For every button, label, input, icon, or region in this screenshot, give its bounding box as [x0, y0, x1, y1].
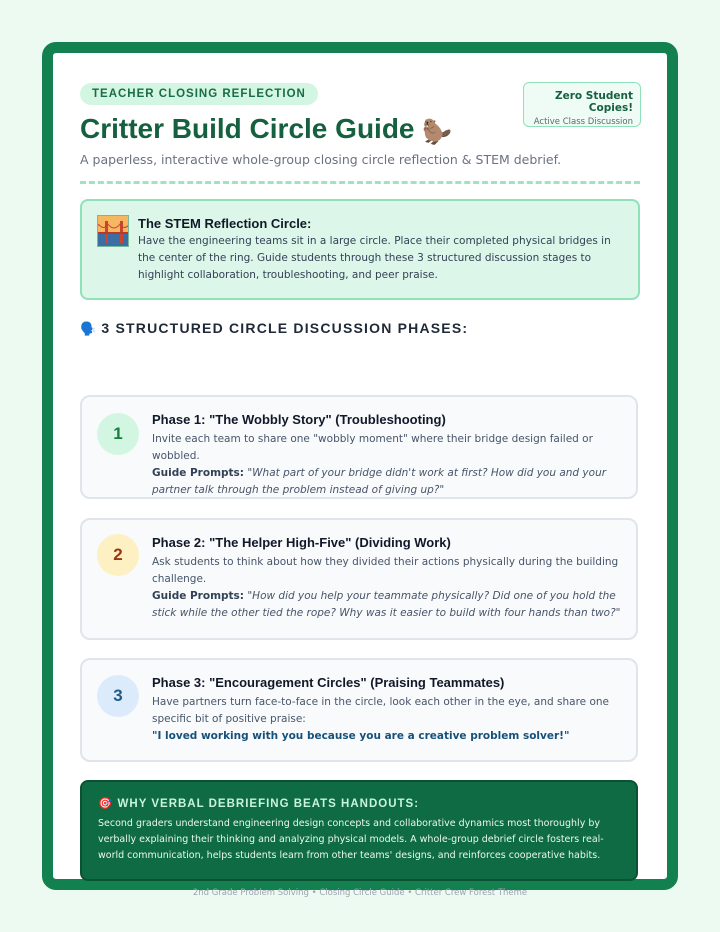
stem-title: The STEM Reflection Circle:	[138, 216, 312, 231]
prompt-text: "What part of your bridge didn't work at first? How did you and your partner talk through the problem instead of giving up?"	[152, 467, 607, 496]
phase-title-3: Phase 3: "Encouragement Circles" (Praising Teammates)	[152, 675, 505, 690]
phases-heading-text: 3 STRUCTURED CIRCLE DISCUSSION PHASES:	[101, 320, 469, 336]
phase-number-1: 1	[97, 413, 139, 455]
copies-callout	[523, 82, 641, 127]
page-content	[80, 82, 640, 898]
title-text: Critter Build Circle Guide	[80, 113, 415, 144]
phase-text-1: Invite each team to share one "wobbly moment" where their bridge design failed or wobbled.	[152, 433, 593, 462]
teacher-badge: TEACHER CLOSING REFLECTION	[80, 83, 318, 105]
prompt-label: Guide Prompts:	[152, 590, 244, 602]
phase-text-2: Ask students to think about how they divided their actions physically during the building challenge.	[152, 556, 619, 585]
stem-description: Have the engineering teams sit in a large circle. Place their completed physical bridges in the center of the ring. Guide students through these 3 structured discussion stages to highlight collaboration, troubleshooting, and peer praise.	[138, 235, 611, 281]
phase-title-2: Phase 2: "The Helper High-Five" (Dividing Work)	[152, 535, 451, 550]
golden-gate-bridge-icon	[97, 215, 129, 247]
copies-title: Zero Student Copies!	[555, 90, 633, 114]
copies-subtitle: Active Class Discussion	[533, 117, 633, 127]
phase-title-1: Phase 1: "The Wobbly Story" (Troubleshooting)	[152, 412, 446, 427]
prompt-text: "How did you help your teammate physically? Did one of you hold the stick while the other tied the rope? Why was it easier to build with four hands than two?"	[152, 590, 621, 619]
phase-number-3: 3	[97, 675, 139, 717]
praise-quote: "I loved working with you because you are a creative problem solver!"	[152, 730, 570, 742]
why-debrief-box	[80, 780, 638, 881]
why-title-text: WHY VERBAL DEBRIEFING BEATS HANDOUTS:	[117, 798, 420, 810]
phase-prompt-1	[152, 465, 624, 499]
page-subtitle: A paperless, interactive whole-group closing circle reflection & STEM debrief.	[80, 152, 562, 167]
phase-text-3: Have partners turn face-to-face in the circle, look each other in the eye, and share one specific bit of positive praise:	[152, 696, 609, 725]
beaver-icon: 🦫	[422, 119, 453, 146]
phases-heading	[80, 320, 640, 337]
prompt-label: Guide Prompts:	[152, 467, 244, 479]
why-description: Second graders understand engineering design concepts and collaborative dynamics most thoroughly by verbally explaining their thinking and analyzing physical models. A whole-group debrief circle fosters real-world communication, helps students learn from other teams' designs, and reinforces cooperative habits.	[98, 818, 604, 861]
phase-card-2	[80, 518, 638, 640]
target-icon: 🎯	[98, 798, 114, 810]
page-footer: 2nd Grade Problem Solving • Closing Circle Guide • Critter Crew Forest Theme	[192, 888, 528, 898]
page-frame	[42, 42, 678, 898]
phase-body-3	[152, 694, 624, 745]
why-title	[98, 796, 620, 810]
phase-body-2	[152, 554, 624, 622]
dashed-divider	[80, 181, 640, 184]
speaking-head-icon: 🗣️	[80, 321, 98, 336]
phase-prompt-2	[152, 588, 624, 622]
phase-card-1	[80, 395, 638, 499]
stem-reflection-box	[80, 199, 640, 300]
phase-body-1	[152, 431, 624, 499]
phase-number-2: 2	[97, 534, 139, 576]
phase-card-3	[80, 658, 638, 762]
